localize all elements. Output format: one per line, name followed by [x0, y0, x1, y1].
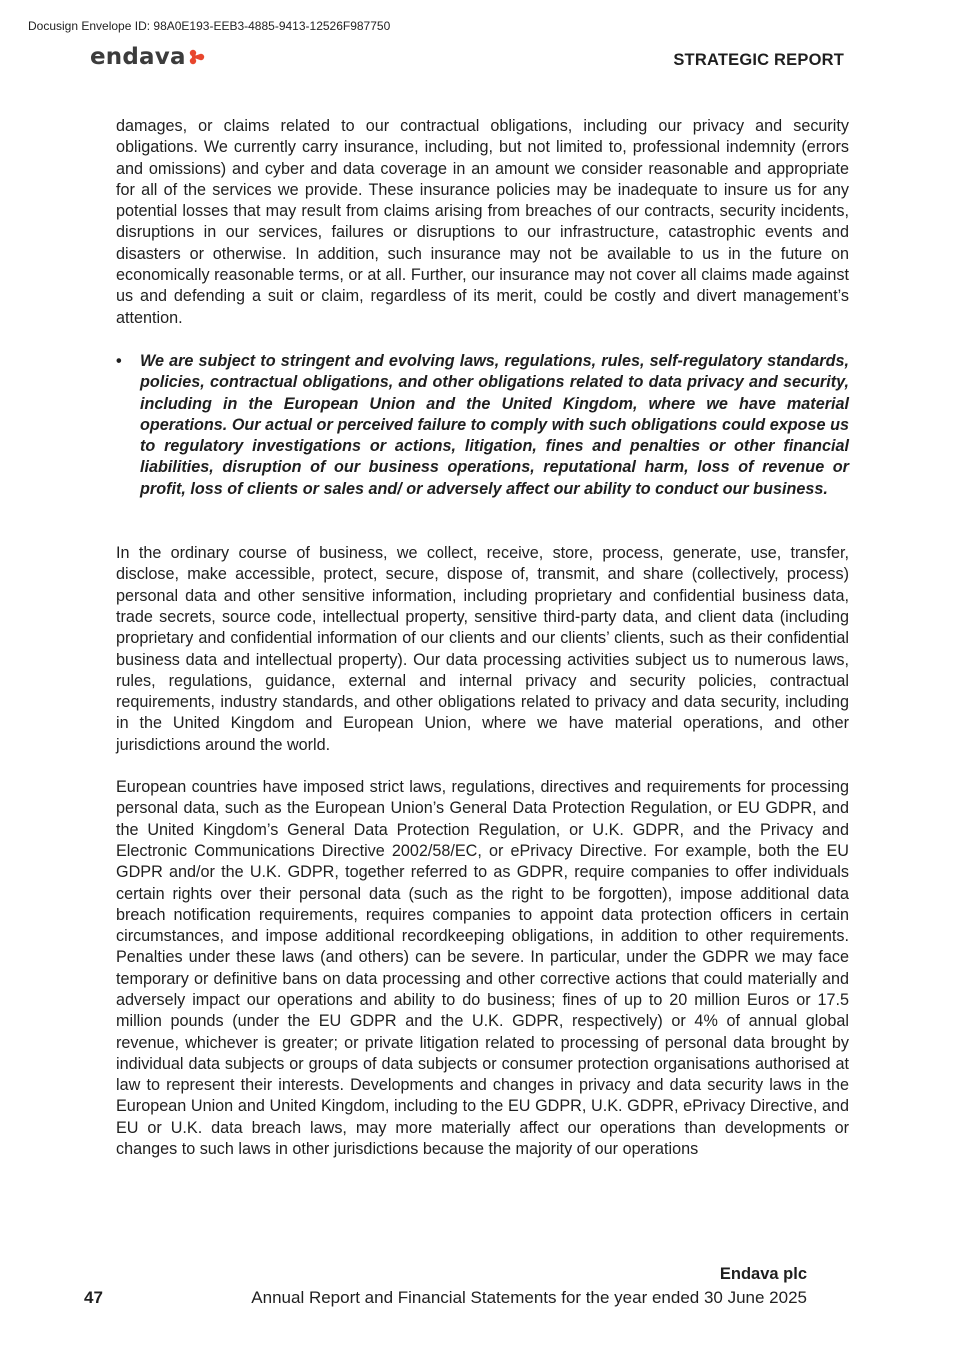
section-title: STRATEGIC REPORT [673, 51, 844, 69]
main-content [116, 116, 849, 1160]
endava-logo-mark-icon [188, 48, 206, 66]
bullet-symbol: • [116, 351, 122, 370]
paragraph-insurance: damages, or claims related to our contractual obligations, including our privacy and security obligations. We currently carry insurance, including, but not limited to, professional indemnity (errors and omissions) and cyber and data coverage in an amount we consider reasonable and appropriate for all of the services we provide. These insurance policies may be inadequate to insure us for any potential losses that may result from claims arising from breaches of our contracts, security incidents, disruptions in our services, failures or disruptions to our infrastructure, catastrophic events and disasters or otherwise. In addition, such insurance may not be available to us in the future on economically reasonable terms, or at all. Further, our insurance may not cover all claims made against us and defending a suit or claim, regardless of its merit, could be costly and divert management’s attention. [116, 117, 849, 327]
risk-bullet [116, 351, 849, 500]
footer-report-title: Annual Report and Financial Statements for the year ended 30 June 2025 [251, 1288, 807, 1307]
logo-text: endava [90, 44, 186, 70]
risk-bullet-text: We are subject to stringent and evolving laws, regulations, rules, self-regulatory standards, policies, contractual obligations, and other obligations related to data privacy and security, including in the European Union and the United Kingdom, where we have material operations. Our actual or perceived failure to comply with such obligations could expose us to regulatory investigations or actions, litigation, fines and penalties or other financial liabilities, disruption of our business operations, reputational harm, loss of revenue or profit, loss of clients or sales and/ or adversely affect our ability to conduct our business. [140, 351, 849, 498]
endava-logo [90, 44, 206, 70]
paragraph-data-processing: In the ordinary course of business, we collect, receive, store, process, generate, use, transfer, disclose, make accessible, protect, secure, dispose of, transmit, and share (collectively, process) personal data and other sensitive information, including proprietary and confidential business data, trade secrets, source code, intellectual property, sensitive third-party data, and client data (including proprietary and confidential information of our clients and our clients’ clients, such as their confidential business data and intellectual property). Our data processing activities subject us to numerous laws, rules, regulations, guidance, external and internal privacy and security policies, contractual requirements, industry standards, and other obligations related to privacy and data security, including in the United Kingdom and European Union, where we have material operations, and other jurisdictions around the world. [116, 544, 849, 754]
docusign-envelope-id: Docusign Envelope ID: 98A0E193-EEB3-4885-9413-12526F987750 [28, 19, 391, 33]
paragraph-gdpr: European countries have imposed strict laws, regulations, directives and requirements for processing personal data, such as the European Union’s General Data Protection Regulation, or EU GDPR, and the United Kingdom’s General Data Protection Regulation, or U.K. GDPR, and the Privacy and Electronic Communications Directive 2002/58/EC, or ePrivacy Directive. For example, both the EU GDPR and/or the U.K. GDPR, together referred to as GDPR, require companies to offer individuals certain rights over their personal data (such as the right to be forgotten), impose additional data breach notification requirements, requires companies to appoint data protection officers in certain circumstances, and impose additional recordkeeping obligations, in addition to other requirements. Penalties under these laws (and others) can be severe. In particular, under the GDPR we may face temporary or definitive bans on data processing and other corrective actions that could materially and adversely impact our operations and ability to do business; fines of up to 20 million Euros or 17.5 million pounds (under the EU GDPR and the U.K. GDPR, respectively) or 4% of annual global revenue, whichever is greater; or private litigation related to processing of personal data brought by individual data subjects or groups of data subjects or consumer protection organisations authorised at law to represent their interests. Developments and changes in privacy and data security laws in the European Union and United Kingdom, including to the EU GDPR, U.K. GDPR, ePrivacy Directive, and EU or U.K. data breach laws, may more materially affect our operations than developments or changes to such laws in other jurisdictions because the majority of our operations [116, 778, 849, 1159]
page-number: 47 [84, 1288, 103, 1307]
footer-company: Endava plc [719, 1265, 807, 1283]
